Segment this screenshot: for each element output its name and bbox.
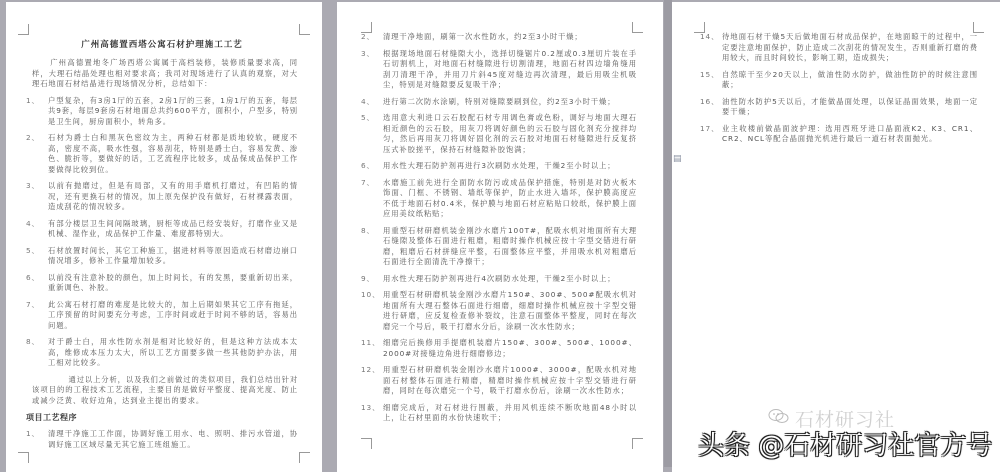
list-item-text: 根据现场地面石材缝隙大小，选择切缝锯片0.2厘或0.3厘切片装在手石切割机上，对地面石材缝隙进行切割清理，地面石材四边墙角缝用刮刀清理干净，并用刀片斜45度对缝边再次清理，最后用吸尘机吸尘，特别是对缝隙要反复吸干净； <box>383 48 637 89</box>
list-item-number: 2、 <box>26 133 40 142</box>
list-item-text: 以前没有注意补胶的颜色，加上时间长，有的发黑，要重新切出来，重新调色、补胶。 <box>48 272 298 292</box>
list-item-number: 7、 <box>361 177 375 187</box>
list-item-text: 对于爵士白，用水性防水剂是相对比较好的，但是这种方法成本太高，维修成本压力太大，所以工艺方面要多做一些其他防护办法，用工相对比较多。 <box>48 337 298 367</box>
list-item-text: 石材放置时间长，其它工种施工，据进材料等原因造成石材磨边崩口情况增多，修补工作量增加较多。 <box>48 245 298 265</box>
list-item <box>26 181 298 213</box>
list-item <box>361 274 637 285</box>
list-item-text: 清理干净地面，刷第一次水性防水，约2至3小时干燥； <box>383 32 583 41</box>
document-icon[interactable]: ▤ <box>673 154 682 164</box>
list-item <box>361 365 637 397</box>
list-item-number: 12、 <box>361 365 381 374</box>
margin-corner-mark <box>694 22 705 33</box>
list-item-number: 3、 <box>361 48 375 58</box>
list-item <box>26 429 298 450</box>
document-title: 广州高德置西塔公寓石材护理施工工艺 <box>81 40 243 50</box>
list-item-text: 以前有抛磨过，但是有局部，又有的用手磨机打磨过，有凹陷的情况，还有更换石材的情况，加上原先保护没有做好，石材裸露表面，造成刮花的情况较多。 <box>48 181 298 211</box>
list-item-text: 进行第二次防水涂刷，特别对缝隙要刷到位，约2至3小时干燥； <box>383 96 616 106</box>
list-item-text: 选用意大利进口云石胶配石材专用调色膏或色粉，调好与地面大理石相近颜色的云石胶，用灰刀将调好颜色的云石胶与固化剂充分搅拌均匀，然后再用灰刀将调好固化剂的云石胶对地面石材缝隙进行反复挤压式补胶搓平，保持石材缝隙补胶饱满； <box>383 113 637 154</box>
list-item <box>26 246 298 267</box>
margin-corner-mark <box>632 438 643 449</box>
list-item-text: 细磨完后换修用手提磨机装磨片150#、300#、500#、1000#、2000#对接缝边角进行细磨修边； <box>383 338 637 358</box>
margin-corner-mark <box>973 22 984 33</box>
list-item-number: 5、 <box>26 245 40 255</box>
list-item <box>26 219 298 240</box>
page-gap-bar <box>664 0 672 467</box>
document-page-1 <box>6 2 322 472</box>
list-item <box>700 97 978 118</box>
watermark-credit: 头条 @石材研习社官方号 <box>698 431 993 461</box>
list-item <box>361 113 637 155</box>
list-item-text: 此公寓石材打磨的难度是比较大的，加上后期如果其它工序有拖延，工序预留的时间要充分考虑，工序时间或赶于时间不够的话，容易出问题。 <box>48 299 298 330</box>
list-item-text: 用重型石材研磨机装金刚沙水磨片100T#，配吸水机对地面所有大理石缝隙及整体石面进行粗磨，粗磨时操作机械应按十字型交错进行研磨，粗磨后石材拼缝应平整，石面整体应平整，并用吸水机对粗磨后石面进行全面清洗干净擦干； <box>383 225 637 266</box>
list-item-text: 清理干净施工工作面，协调好施工用水、电、照明、排污水管道，协调好施工区域尽量无其它施工班组施工。 <box>48 429 298 449</box>
list-item-text: 用重型石材研磨机装金刚沙水磨片150#、300#、500#配吸水机对地面所有大理石整体石面进行细磨，细磨时操作机械应按十字型交错进行研磨，应反复检查修补裂纹，注意石面整体平整度，同时在每次磨完一个号后，吸干打磨水分后，涂刷一次水性防水； <box>383 290 637 331</box>
list-item <box>361 178 637 220</box>
list-item <box>361 49 637 91</box>
list-item-number: 14、 <box>700 32 720 41</box>
margin-corner-mark <box>361 438 372 449</box>
list-item-text: 油性防水防护5天以后，才能做晶面处理，以保证晶面效果，地面一定要干燥； <box>722 96 978 116</box>
list-item-number: 13、 <box>361 402 381 412</box>
list-item-text: 用水性大理石防护剂再进行4次刷防水处理，干燥2至小时以上； <box>383 273 616 283</box>
list-item <box>700 70 978 91</box>
list-item-number: 11、 <box>361 338 381 347</box>
list-item-number: 9、 <box>361 273 375 283</box>
list-item <box>700 32 978 64</box>
margin-corner-mark <box>299 24 310 35</box>
list-item <box>361 97 637 108</box>
list-item-text: 用重型石材研磨机装金刚沙水磨片1000#、3000#，配吸水机对地面石材整体石面进行精磨，精磨时操作机械应按十字型交错进行研磨，同时在每次磨完一个号，吸干打磨水份后，涂刷一次水性防水； <box>383 365 637 395</box>
margin-corner-mark <box>18 452 29 463</box>
intro-paragraph: 广州高德置地冬广场西塔公寓属于高档装修，装修质量要求高，同样，大理石结晶处理也相对要求高；我司对现场进行了认真的观察，对大理石地面石材结晶进行现场情况分析，总结如下： <box>32 58 298 88</box>
list-item-number: 17、 <box>700 123 720 133</box>
wechat-logo-icon <box>768 408 790 424</box>
list-item-number: 8、 <box>26 337 40 346</box>
list-item-number: 5、 <box>361 113 375 122</box>
margin-corner-mark <box>299 452 310 463</box>
list-item-number: 10、 <box>361 290 381 299</box>
list-item <box>361 226 637 268</box>
list-item-number: 6、 <box>361 161 375 170</box>
list-item-text: 石材为爵士白和黑灰色密纹为主，两种石材都是质地较软，硬度不高，密度不高，吸水性强，容易刮花，特别是爵士白，容易发黄、渗色、脆折等，要做好的话，工艺流程序比较多，成品保成品保护工作要做得比较到位。 <box>48 133 298 174</box>
list-item-number: 16、 <box>700 96 720 106</box>
list-item-text: 有部分楼层卫生间间隔玻璃，厨柜等成品已经安装好，打磨作业又是机械、湿作业，成品保护工作量、难度都特别大。 <box>48 218 298 238</box>
list-item <box>26 273 298 294</box>
list-item-number: 6、 <box>26 272 40 282</box>
list-item <box>361 338 637 359</box>
list-item <box>26 300 298 332</box>
list-item <box>361 290 637 332</box>
list-item-number: 7、 <box>26 299 40 309</box>
list-item-number: 4、 <box>361 96 375 106</box>
list-item <box>361 403 637 424</box>
margin-corner-mark <box>361 22 372 33</box>
watermark-brand: 石材研习社 <box>795 409 896 431</box>
list-item-number: 8、 <box>361 225 375 235</box>
list-item-number: 2、 <box>361 32 375 41</box>
list-item <box>361 32 637 43</box>
list-item-number: 15、 <box>700 69 720 79</box>
list-item <box>26 96 298 128</box>
list-item-number: 4、 <box>26 218 40 228</box>
margin-corner-mark <box>632 22 643 33</box>
list-item-text: 业主收楼前做晶面波护理：选用西班牙进口晶面液K2、K3、CR1、CR2、NCL等配合晶面抛光机进行最后一道石材表面抛光。 <box>722 123 978 143</box>
conclusion-paragraph: 通过以上分析，以及我们之前做过的类似项目，我们总结出针对该项目的的工程技术工艺流程，主要目的是做好平整度、提高光度、防止或减少泛黄、收好边角，达到业主提出的要求。 <box>32 374 299 405</box>
list-item-text: 待地面石材干燥5天后做地面石材成品保护，在地面晾干的过程中，一定要注意地面保护，防止造成二次刮花的情况发生，否则重新打磨的费用较大，而且时间较长，影响工期，造成损失； <box>722 32 978 62</box>
list-item-text: 户型复杂，有3房1厅的五套，2房1厅的三套，1房1厅的五套，每层共9套，每层9套房石材地面总共约600平方，面积小，户型多，特别是卫生间，厨房面积小，转角多。 <box>48 95 298 126</box>
list-item <box>26 337 298 369</box>
list-item-text: 自然晾干至少20天以上，做油性防水防护，做油性防护的时候注意围蔽； <box>722 69 978 89</box>
list-item-number: 1、 <box>26 95 40 105</box>
list-item <box>26 133 298 175</box>
document-page-3 <box>672 2 1000 472</box>
list-item-text: 水磨施工前先进行全面防水防污或成品保护措施，特别是对防火板木饰面、门框、不锈钢、墙纸等保护，防止水进入墙坏，保护膜高度应不低于地面石材0.4米，保护膜与地面石材应粘贴口较纸，保护膜上面应用美纹纸粘贴； <box>383 177 637 218</box>
list-item-text: 用水性大理石防护剂再进行3次刷防水处理，干燥2至小时以上； <box>383 161 616 170</box>
list-item-text: 细磨完成后，对石材进行围蔽，并用风机连续不断吹地面48小时以上，让石材里面的水份快速吹干； <box>383 402 637 422</box>
document-page-2 <box>337 2 663 472</box>
section-heading: 项目工艺程序 <box>26 413 77 422</box>
list-item <box>361 161 637 172</box>
list-item-number: 1、 <box>26 429 40 438</box>
list-item-number: 3、 <box>26 181 40 190</box>
list-item <box>700 124 978 145</box>
margin-corner-mark <box>18 24 29 35</box>
